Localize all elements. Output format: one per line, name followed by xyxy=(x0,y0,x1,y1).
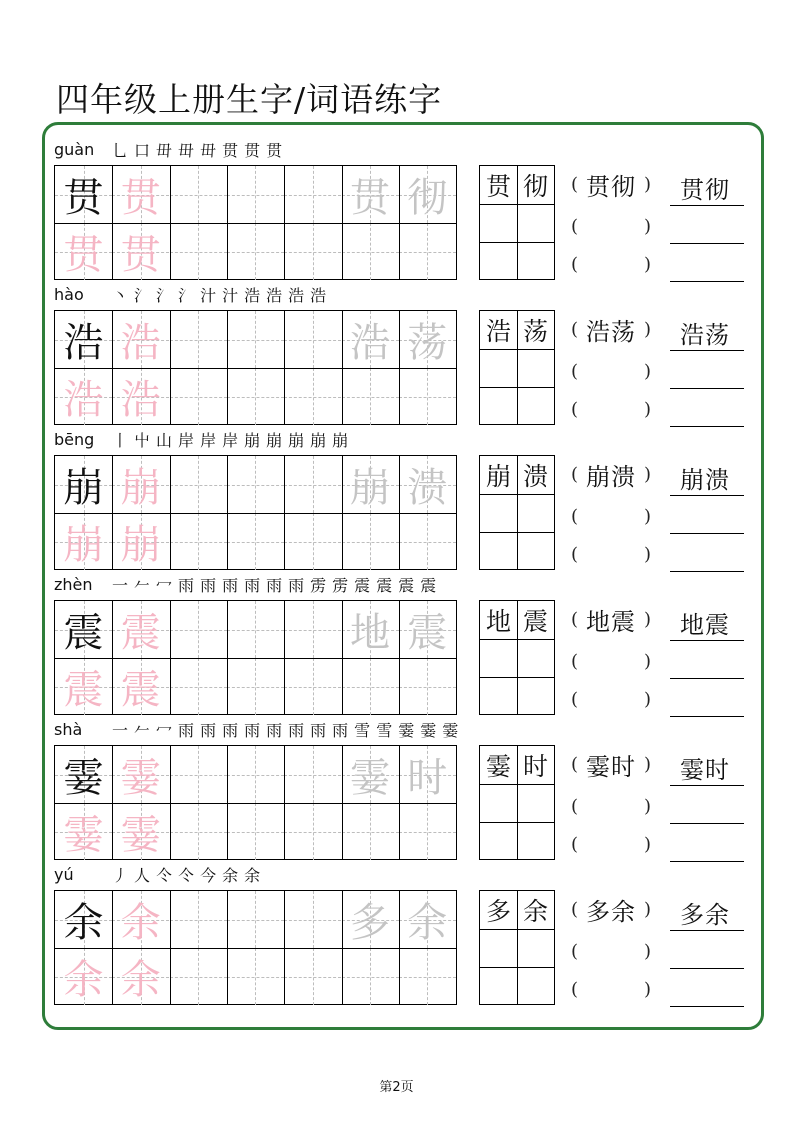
stroke-step: 震 xyxy=(398,576,415,595)
word-character: 浩 xyxy=(485,317,511,346)
writing-cell[interactable] xyxy=(227,601,284,658)
close-paren: ) xyxy=(643,753,651,775)
word-character: 霎 xyxy=(485,752,511,781)
grid-divider xyxy=(480,387,554,388)
word-character: 贯 xyxy=(485,172,511,201)
writing-cell[interactable] xyxy=(284,513,341,570)
stroke-order xyxy=(112,576,436,596)
stroke-step: 雨 xyxy=(200,576,217,595)
writing-cell[interactable] xyxy=(342,368,399,425)
writing-cell[interactable] xyxy=(227,456,284,513)
grid-divider xyxy=(480,494,554,495)
trace-character: 贯 xyxy=(63,232,104,278)
writing-grid xyxy=(54,455,457,570)
example-character: 霎 xyxy=(350,755,390,801)
open-paren: ( xyxy=(571,940,579,962)
example-character: 多 xyxy=(350,900,390,946)
stroke-order xyxy=(112,721,458,741)
stroke-step: 浩 xyxy=(288,286,305,305)
grid-divider xyxy=(480,242,554,243)
grid-divider xyxy=(480,677,554,678)
writing-grid xyxy=(54,310,457,425)
writing-cell[interactable] xyxy=(284,658,341,715)
stroke-step: 汁 xyxy=(200,286,217,305)
writing-cell[interactable] xyxy=(170,456,227,513)
answer-line-blank[interactable] xyxy=(670,396,744,427)
word-bracket-filled xyxy=(571,896,651,926)
writing-grid xyxy=(54,745,457,860)
answer-line-blank[interactable] xyxy=(670,648,744,679)
writing-cell[interactable] xyxy=(284,803,341,860)
trace-character: 崩 xyxy=(120,465,161,511)
pinyin-label: guàn xyxy=(54,140,95,159)
writing-cell[interactable] xyxy=(170,746,227,803)
stroke-step: 汁 xyxy=(222,286,239,305)
open-paren: ( xyxy=(571,688,579,710)
trace-character: 崩 xyxy=(63,522,104,568)
word-bracket-blank[interactable] xyxy=(571,503,651,529)
open-paren: ( xyxy=(571,463,579,485)
practice-block xyxy=(0,576,793,721)
example-character: 贯 xyxy=(350,175,390,221)
word-character: 余 xyxy=(522,897,548,926)
close-paren: ) xyxy=(643,398,651,420)
stroke-step: 雳 xyxy=(310,576,327,595)
stroke-step: 雨 xyxy=(200,721,217,740)
close-paren: ) xyxy=(643,898,651,920)
writing-cell[interactable] xyxy=(284,948,341,1005)
stroke-step: 雨 xyxy=(222,721,239,740)
writing-cell[interactable] xyxy=(227,368,284,425)
stroke-step: 崩 xyxy=(310,431,327,450)
stroke-step: 仒 xyxy=(156,866,173,885)
stroke-step: 余 xyxy=(222,866,239,885)
stroke-step: 震 xyxy=(376,576,393,595)
open-paren: ( xyxy=(571,215,579,237)
word-bracket-blank[interactable] xyxy=(571,686,651,712)
close-paren: ) xyxy=(643,318,651,340)
bracket-word: 崩溃 xyxy=(586,462,636,491)
close-paren: ) xyxy=(643,173,651,195)
word-bracket-blank[interactable] xyxy=(571,251,651,277)
stroke-step: 崩 xyxy=(288,431,305,450)
answer-word: 浩荡 xyxy=(680,321,730,349)
word-character: 崩 xyxy=(485,462,511,491)
writing-cell[interactable] xyxy=(170,513,227,570)
example-character: 时 xyxy=(407,755,448,801)
example-character: 荡 xyxy=(407,320,448,366)
stroke-step: 雨 xyxy=(266,576,283,595)
close-paren: ) xyxy=(643,608,651,630)
word-grid xyxy=(479,165,555,280)
trace-character: 霎 xyxy=(120,755,161,801)
stroke-step: 雨 xyxy=(178,721,195,740)
grid-divider xyxy=(480,532,554,533)
stroke-step: 震 xyxy=(420,576,437,595)
bracket-word: 贯彻 xyxy=(586,172,636,201)
stroke-step: 贯 xyxy=(266,141,283,160)
stroke-step: 丨 xyxy=(112,431,129,450)
open-paren: ( xyxy=(571,833,579,855)
trace-character: 浩 xyxy=(120,377,161,423)
stroke-step: 氵 xyxy=(134,286,151,305)
stroke-step: 雨 xyxy=(244,721,261,740)
writing-cell[interactable] xyxy=(170,658,227,715)
word-bracket-filled xyxy=(571,316,651,346)
stroke-step: 冖 xyxy=(156,576,173,595)
model-character: 余 xyxy=(63,900,104,946)
stroke-step: 一 xyxy=(112,721,129,740)
close-paren: ) xyxy=(643,795,651,817)
writing-cell[interactable] xyxy=(284,368,341,425)
stroke-step: 丿 xyxy=(112,866,129,885)
example-character: 浩 xyxy=(350,320,390,366)
example-character: 地 xyxy=(350,610,390,656)
stroke-step: 岸 xyxy=(222,431,239,450)
answer-line-blank[interactable] xyxy=(670,541,744,572)
practice-block xyxy=(0,721,793,866)
close-paren: ) xyxy=(643,215,651,237)
word-character: 荡 xyxy=(522,317,548,346)
stroke-step: 霎 xyxy=(420,721,437,740)
writing-cell[interactable] xyxy=(170,166,227,223)
writing-cell[interactable] xyxy=(170,368,227,425)
trace-character: 浩 xyxy=(63,377,104,423)
stroke-step: 雨 xyxy=(244,576,261,595)
model-character: 震 xyxy=(63,610,104,656)
open-paren: ( xyxy=(571,398,579,420)
answer-line-filled xyxy=(670,745,744,786)
open-paren: ( xyxy=(571,505,579,527)
word-character: 震 xyxy=(522,607,548,636)
writing-cell[interactable] xyxy=(227,891,284,948)
bracket-word: 霎时 xyxy=(586,752,636,781)
word-bracket-blank[interactable] xyxy=(571,793,651,819)
open-paren: ( xyxy=(571,543,579,565)
open-paren: ( xyxy=(571,978,579,1000)
answer-word: 地震 xyxy=(680,611,730,639)
stroke-step: 岸 xyxy=(200,431,217,450)
writing-cell[interactable] xyxy=(284,601,341,658)
stroke-step: 今 xyxy=(200,866,217,885)
answer-line-blank[interactable] xyxy=(670,503,744,534)
close-paren: ) xyxy=(643,463,651,485)
answer-line-blank[interactable] xyxy=(670,793,744,824)
stroke-step: 雨 xyxy=(222,576,239,595)
stroke-step: 氵 xyxy=(178,286,195,305)
writing-cell[interactable] xyxy=(399,223,456,280)
word-bracket-blank[interactable] xyxy=(571,541,651,567)
example-character: 震 xyxy=(407,610,448,656)
answer-line-blank[interactable] xyxy=(670,976,744,1007)
word-character: 彻 xyxy=(522,172,548,201)
writing-cell[interactable] xyxy=(284,456,341,513)
stroke-step: 氵 xyxy=(156,286,173,305)
open-paren: ( xyxy=(571,253,579,275)
answer-word: 崩溃 xyxy=(680,466,730,494)
writing-cell[interactable] xyxy=(170,223,227,280)
close-paren: ) xyxy=(643,543,651,565)
stroke-step: 雨 xyxy=(288,721,305,740)
close-paren: ) xyxy=(643,688,651,710)
stroke-step: 贯 xyxy=(222,141,239,160)
close-paren: ) xyxy=(643,650,651,672)
pinyin-label: shà xyxy=(54,720,83,739)
page-title: 四年级上册生字/词语练字 xyxy=(56,80,443,119)
writing-grid xyxy=(54,600,457,715)
answer-line-filled xyxy=(670,165,744,206)
writing-cell[interactable] xyxy=(342,803,399,860)
writing-cell[interactable] xyxy=(227,746,284,803)
word-bracket-blank[interactable] xyxy=(571,213,651,239)
stroke-order xyxy=(112,866,260,886)
stroke-step: 屮 xyxy=(134,431,151,450)
writing-cell[interactable] xyxy=(284,891,341,948)
stroke-step: 余 xyxy=(244,866,261,885)
stroke-step: 口 xyxy=(134,141,151,160)
writing-cell[interactable] xyxy=(170,803,227,860)
close-paren: ) xyxy=(643,360,651,382)
stroke-step: 贯 xyxy=(244,141,261,160)
stroke-step: 冖 xyxy=(156,721,173,740)
word-grid xyxy=(479,890,555,1005)
answer-word: 多余 xyxy=(680,901,730,929)
writing-cell[interactable] xyxy=(170,311,227,368)
word-character: 溃 xyxy=(522,462,548,491)
grid-divider xyxy=(480,639,554,640)
open-paren: ( xyxy=(571,795,579,817)
stroke-step: 雪 xyxy=(354,721,371,740)
trace-character: 贯 xyxy=(120,232,161,278)
answer-word: 贯彻 xyxy=(680,176,730,204)
writing-cell[interactable] xyxy=(227,803,284,860)
word-character: 时 xyxy=(522,752,548,781)
writing-cell[interactable] xyxy=(170,601,227,658)
grid-divider xyxy=(480,204,554,205)
word-grid xyxy=(479,455,555,570)
writing-cell[interactable] xyxy=(227,223,284,280)
stroke-step: 乚 xyxy=(112,141,129,160)
example-character: 余 xyxy=(407,900,448,946)
stroke-step: 浩 xyxy=(244,286,261,305)
bracket-word: 地震 xyxy=(586,607,636,636)
stroke-step: 浩 xyxy=(266,286,283,305)
writing-cell[interactable] xyxy=(284,311,341,368)
stroke-step: 雨 xyxy=(310,721,327,740)
practice-block xyxy=(0,286,793,431)
stroke-step: 浩 xyxy=(310,286,327,305)
word-grid xyxy=(479,600,555,715)
close-paren: ) xyxy=(643,505,651,527)
trace-character: 贯 xyxy=(120,175,161,221)
writing-cell[interactable] xyxy=(227,948,284,1005)
grid-divider xyxy=(480,822,554,823)
example-character: 溃 xyxy=(407,465,448,511)
stroke-step: 雪 xyxy=(376,721,393,740)
writing-grid xyxy=(54,890,457,1005)
trace-character: 崩 xyxy=(120,522,161,568)
writing-cell[interactable] xyxy=(284,746,341,803)
stroke-step: 崩 xyxy=(332,431,349,450)
pinyin-label: hào xyxy=(54,285,84,304)
model-character: 霎 xyxy=(63,755,104,801)
stroke-step: 𠂉 xyxy=(134,576,151,595)
grid-divider xyxy=(480,349,554,350)
trace-character: 震 xyxy=(63,667,104,713)
practice-block xyxy=(0,431,793,576)
grid-divider xyxy=(480,784,554,785)
stroke-step: 霎 xyxy=(398,721,415,740)
trace-character: 霎 xyxy=(120,812,161,858)
trace-character: 震 xyxy=(120,610,161,656)
stroke-order xyxy=(112,431,348,451)
stroke-step: 崩 xyxy=(244,431,261,450)
open-paren: ( xyxy=(571,650,579,672)
example-character: 崩 xyxy=(350,465,390,511)
writing-cell[interactable] xyxy=(399,513,456,570)
writing-cell[interactable] xyxy=(227,166,284,223)
pinyin-label: zhèn xyxy=(54,575,93,594)
stroke-step: 震 xyxy=(354,576,371,595)
writing-cell[interactable] xyxy=(170,948,227,1005)
writing-cell[interactable] xyxy=(342,513,399,570)
writing-cell[interactable] xyxy=(342,948,399,1005)
word-character: 多 xyxy=(485,897,511,926)
word-bracket-blank[interactable] xyxy=(571,648,651,674)
stroke-order xyxy=(112,141,282,161)
close-paren: ) xyxy=(643,978,651,1000)
writing-cell[interactable] xyxy=(227,513,284,570)
bracket-word: 多余 xyxy=(586,897,636,926)
stroke-step: 雨 xyxy=(332,721,349,740)
word-bracket-blank[interactable] xyxy=(571,938,651,964)
answer-line-filled xyxy=(670,455,744,496)
page-number: 第2页 xyxy=(379,1080,414,1095)
stroke-step: 山 xyxy=(156,431,173,450)
stroke-step: 霎 xyxy=(442,721,459,740)
answer-line-filled xyxy=(670,890,744,931)
stroke-step: 一 xyxy=(112,576,129,595)
stroke-step: 雨 xyxy=(178,576,195,595)
writing-cell[interactable] xyxy=(284,223,341,280)
word-grid xyxy=(479,745,555,860)
model-character: 浩 xyxy=(63,320,104,366)
practice-block xyxy=(0,141,793,286)
word-bracket-filled xyxy=(571,171,651,201)
model-character: 崩 xyxy=(63,465,104,511)
pinyin-label: yú xyxy=(54,865,74,884)
word-bracket-blank[interactable] xyxy=(571,396,651,422)
open-paren: ( xyxy=(571,608,579,630)
stroke-step: 崩 xyxy=(266,431,283,450)
practice-block xyxy=(0,866,793,1011)
word-bracket-blank[interactable] xyxy=(571,831,651,857)
stroke-step: 人 xyxy=(134,866,151,885)
model-character: 贯 xyxy=(63,175,104,221)
stroke-step: 雨 xyxy=(266,721,283,740)
word-bracket-filled xyxy=(571,606,651,636)
word-bracket-blank[interactable] xyxy=(571,358,651,384)
writing-cell[interactable] xyxy=(399,368,456,425)
stroke-step: 雨 xyxy=(288,576,305,595)
stroke-step: 雳 xyxy=(332,576,349,595)
writing-cell[interactable] xyxy=(227,311,284,368)
example-character: 彻 xyxy=(407,175,448,221)
answer-line-blank[interactable] xyxy=(670,358,744,389)
trace-character: 余 xyxy=(120,900,161,946)
stroke-step: 仒 xyxy=(178,866,195,885)
word-bracket-filled xyxy=(571,461,651,491)
writing-cell[interactable] xyxy=(399,658,456,715)
answer-line-blank[interactable] xyxy=(670,831,744,862)
open-paren: ( xyxy=(571,360,579,382)
writing-cell[interactable] xyxy=(227,658,284,715)
writing-cell[interactable] xyxy=(342,658,399,715)
answer-line-blank[interactable] xyxy=(670,213,744,244)
bracket-word: 浩荡 xyxy=(586,317,636,346)
close-paren: ) xyxy=(643,253,651,275)
grid-divider xyxy=(480,967,554,968)
writing-cell[interactable] xyxy=(399,948,456,1005)
open-paren: ( xyxy=(571,318,579,340)
word-bracket-filled xyxy=(571,751,651,781)
open-paren: ( xyxy=(571,898,579,920)
open-paren: ( xyxy=(571,173,579,195)
close-paren: ) xyxy=(643,833,651,855)
word-character: 地 xyxy=(485,607,511,636)
stroke-step: 毌 xyxy=(200,141,217,160)
stroke-step: 岸 xyxy=(178,431,195,450)
writing-cell[interactable] xyxy=(342,223,399,280)
stroke-step: 𠂉 xyxy=(134,721,151,740)
trace-character: 余 xyxy=(120,957,161,1003)
trace-character: 震 xyxy=(120,667,161,713)
answer-line-blank[interactable] xyxy=(670,938,744,969)
close-paren: ) xyxy=(643,940,651,962)
word-bracket-blank[interactable] xyxy=(571,976,651,1002)
writing-cell[interactable] xyxy=(399,803,456,860)
answer-line-filled xyxy=(670,600,744,641)
stroke-step: 毌 xyxy=(178,141,195,160)
word-grid xyxy=(479,310,555,425)
answer-line-filled xyxy=(670,310,744,351)
answer-line-blank[interactable] xyxy=(670,251,744,282)
trace-character: 浩 xyxy=(120,320,161,366)
writing-grid xyxy=(54,165,457,280)
trace-character: 霎 xyxy=(63,812,104,858)
pinyin-label: bēng xyxy=(54,430,95,449)
trace-character: 余 xyxy=(63,957,104,1003)
stroke-step: 毌 xyxy=(156,141,173,160)
answer-line-blank[interactable] xyxy=(670,686,744,717)
writing-cell[interactable] xyxy=(284,166,341,223)
grid-divider xyxy=(480,929,554,930)
open-paren: ( xyxy=(571,753,579,775)
stroke-step: 丶 xyxy=(112,286,129,305)
answer-word: 霎时 xyxy=(680,756,730,784)
stroke-order xyxy=(112,286,326,306)
writing-cell[interactable] xyxy=(170,891,227,948)
